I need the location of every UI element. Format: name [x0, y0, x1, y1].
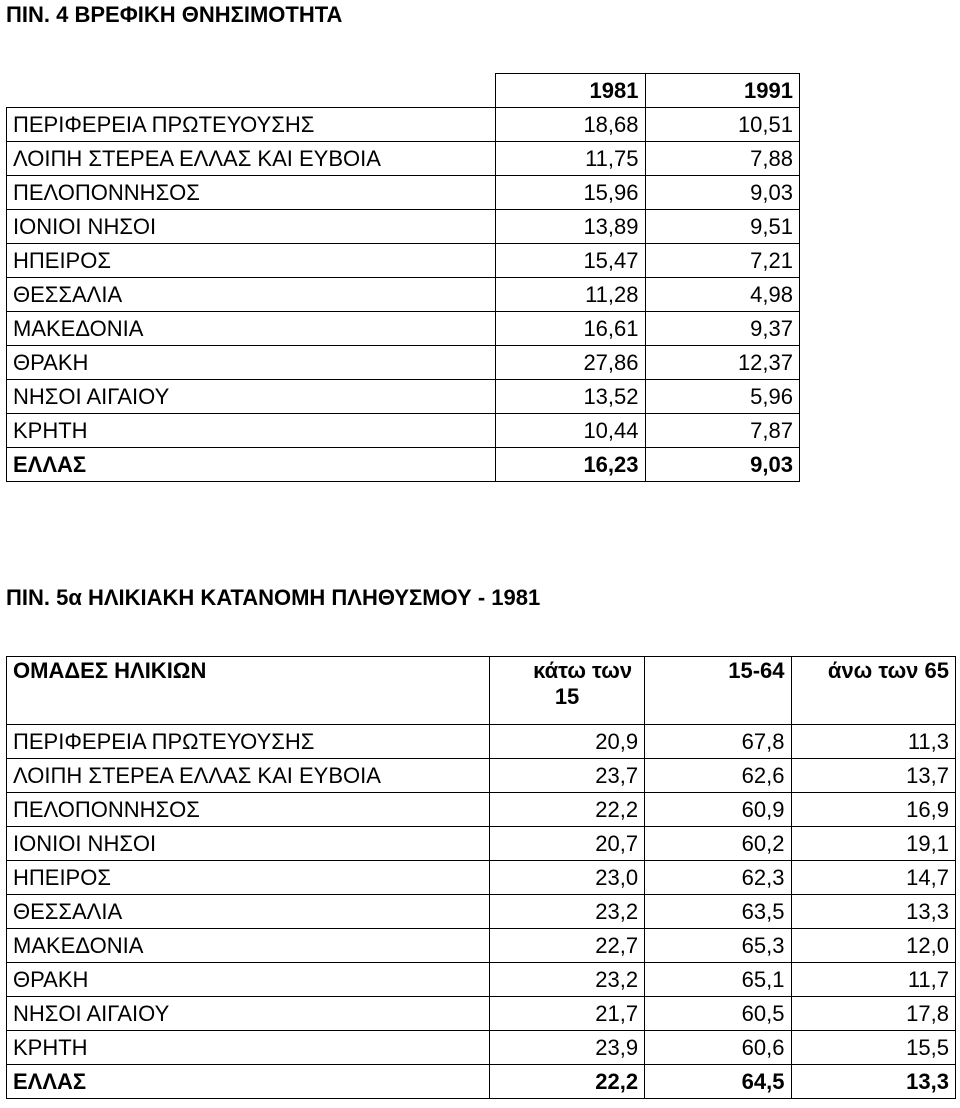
value-cell: 14,7 [791, 861, 956, 895]
value-cell: 22,2 [490, 793, 645, 827]
value-cell: 11,3 [791, 725, 956, 759]
table-header-row [7, 74, 800, 108]
value-cell: 62,3 [645, 861, 791, 895]
value-cell: 64,5 [645, 1065, 791, 1099]
value-cell: 16,23 [496, 448, 645, 482]
table-row [7, 108, 800, 142]
row-label-cell: ΠΕΡΙΦΕΡΕΙΑ ΠΡΩΤΕΥΟΥΣΗΣ [7, 725, 490, 759]
value-cell: 11,28 [496, 278, 645, 312]
value-cell: 13,3 [791, 895, 956, 929]
table-row [7, 278, 800, 312]
table-row [7, 142, 800, 176]
row-label-cell: ΜΑΚΕΔΟΝΙΑ [7, 312, 496, 346]
header-cell-over-65: άνω των 65 [791, 657, 956, 725]
row-label-cell: ΙΟΝΙΟΙ ΝΗΣΟΙ [7, 827, 490, 861]
value-cell: 16,61 [496, 312, 645, 346]
value-cell: 13,89 [496, 210, 645, 244]
value-cell: 7,88 [645, 142, 800, 176]
value-cell: 7,87 [645, 414, 800, 448]
header-cell-1981: 1981 [496, 74, 645, 108]
value-cell: 62,6 [645, 759, 791, 793]
value-cell: 4,98 [645, 278, 800, 312]
row-label-cell: ΛΟΙΠΗ ΣΤΕΡΕΑ ΕΛΛΑΣ ΚΑΙ ΕΥΒΟΙΑ [7, 759, 490, 793]
value-cell: 20,9 [490, 725, 645, 759]
header-cell-1991: 1991 [645, 74, 800, 108]
value-cell: 10,51 [645, 108, 800, 142]
header-cell-age-groups: ΟΜΑΔΕΣ ΗΛΙΚΙΩΝ [7, 657, 490, 725]
value-cell: 23,0 [490, 861, 645, 895]
table-row [7, 963, 956, 997]
table-row [7, 861, 956, 895]
row-label-cell: ΕΛΛΑΣ [7, 1065, 490, 1099]
value-cell: 17,8 [791, 997, 956, 1031]
value-cell: 19,1 [791, 827, 956, 861]
value-cell: 22,7 [490, 929, 645, 963]
value-cell: 11,75 [496, 142, 645, 176]
row-label-cell: ΘΕΣΣΑΛΙΑ [7, 895, 490, 929]
value-cell: 15,5 [791, 1031, 956, 1065]
value-cell: 67,8 [645, 725, 791, 759]
value-cell: 65,3 [645, 929, 791, 963]
table-total-row [7, 448, 800, 482]
row-label-cell: ΚΡΗΤΗ [7, 1031, 490, 1065]
infant-mortality-table [6, 73, 800, 482]
value-cell: 9,03 [645, 176, 800, 210]
value-cell: 60,5 [645, 997, 791, 1031]
row-label-cell: ΚΡΗΤΗ [7, 414, 496, 448]
table-row [7, 895, 956, 929]
row-label-cell: ΠΕΛΟΠΟΝΝΗΣΟΣ [7, 793, 490, 827]
value-cell: 10,44 [496, 414, 645, 448]
row-label-cell: ΝΗΣΟΙ ΑΙΓΑΙΟΥ [7, 997, 490, 1031]
table-row [7, 929, 956, 963]
row-label-cell: ΝΗΣΟΙ ΑΙΓΑΙΟΥ [7, 380, 496, 414]
value-cell: 65,1 [645, 963, 791, 997]
value-cell: 18,68 [496, 108, 645, 142]
value-cell: 9,03 [645, 448, 800, 482]
row-label-cell: ΜΑΚΕΔΟΝΙΑ [7, 929, 490, 963]
table-row [7, 793, 956, 827]
value-cell: 12,0 [791, 929, 956, 963]
value-cell: 11,7 [791, 963, 956, 997]
table2-title: ΠΙΝ. 5α ΗΛΙΚΙΑΚΗ ΚΑΤΑΝΟΜΗ ΠΛΗΘΥΣΜΟΥ - 1981 [6, 585, 541, 610]
row-label-cell: ΙΟΝΙΟΙ ΝΗΣΟΙ [7, 210, 496, 244]
row-label-cell: ΗΠΕΙΡΟΣ [7, 861, 490, 895]
header-under-15-line2: 15 [554, 684, 580, 709]
row-label-cell: ΠΕΛΟΠΟΝΝΗΣΟΣ [7, 176, 496, 210]
table-row [7, 1031, 956, 1065]
value-cell: 20,7 [490, 827, 645, 861]
value-cell: 13,3 [791, 1065, 956, 1099]
value-cell: 63,5 [645, 895, 791, 929]
row-label-cell: ΠΕΡΙΦΕΡΕΙΑ ΠΡΩΤΕΥΟΥΣΗΣ [7, 108, 496, 142]
value-cell: 9,51 [645, 210, 800, 244]
value-cell: 23,7 [490, 759, 645, 793]
value-cell: 27,86 [496, 346, 645, 380]
table-total-row [7, 1065, 956, 1099]
table-header-row [7, 657, 956, 725]
table-row [7, 346, 800, 380]
value-cell: 23,9 [490, 1031, 645, 1065]
row-label-cell: ΕΛΛΑΣ [7, 448, 496, 482]
table-row [7, 312, 800, 346]
value-cell: 13,52 [496, 380, 645, 414]
value-cell: 12,37 [645, 346, 800, 380]
value-cell: 15,47 [496, 244, 645, 278]
value-cell: 60,9 [645, 793, 791, 827]
value-cell: 5,96 [645, 380, 800, 414]
header-cell-empty [7, 74, 496, 108]
table-row [7, 244, 800, 278]
value-cell: 16,9 [791, 793, 956, 827]
value-cell: 23,2 [490, 963, 645, 997]
value-cell: 23,2 [490, 895, 645, 929]
table-row [7, 210, 800, 244]
row-label-cell: ΘΕΣΣΑΛΙΑ [7, 278, 496, 312]
age-distribution-table [6, 656, 956, 1099]
table-row [7, 759, 956, 793]
value-cell: 60,6 [645, 1031, 791, 1065]
row-label-cell: ΛΟΙΠΗ ΣΤΕΡΕΑ ΕΛΛΑΣ ΚΑΙ ΕΥΒΟΙΑ [7, 142, 496, 176]
value-cell: 9,37 [645, 312, 800, 346]
header-cell-15-64: 15-64 [645, 657, 791, 725]
value-cell: 21,7 [490, 997, 645, 1031]
table-row [7, 827, 956, 861]
row-label-cell: ΘΡΑΚΗ [7, 963, 490, 997]
table-row [7, 414, 800, 448]
value-cell: 15,96 [496, 176, 645, 210]
table-row [7, 725, 956, 759]
value-cell: 7,21 [645, 244, 800, 278]
header-cell-under-15 [490, 657, 645, 725]
value-cell: 60,2 [645, 827, 791, 861]
row-label-cell: ΘΡΑΚΗ [7, 346, 496, 380]
value-cell: 13,7 [791, 759, 956, 793]
table-row [7, 176, 800, 210]
header-under-15-line1: κάτω των [533, 658, 633, 683]
row-label-cell: ΗΠΕΙΡΟΣ [7, 244, 496, 278]
table-row [7, 997, 956, 1031]
table-row [7, 380, 800, 414]
table1-title: ΠΙΝ. 4 ΒΡΕΦΙΚΗ ΘΝΗΣΙΜΟΤΗΤΑ [6, 2, 343, 27]
value-cell: 22,2 [490, 1065, 645, 1099]
